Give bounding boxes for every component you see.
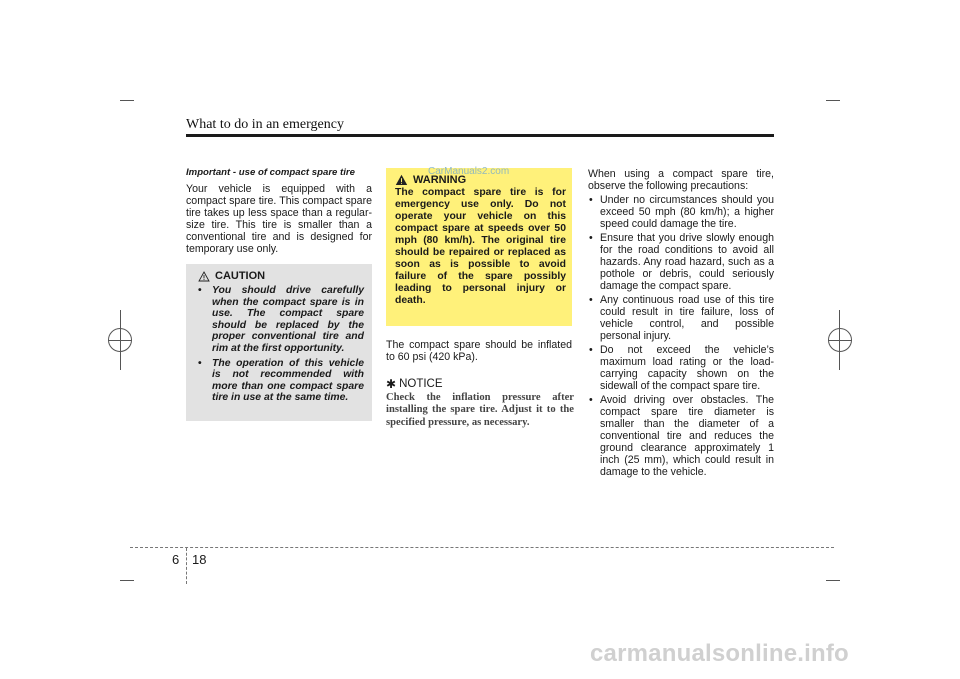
precaution-item: • Avoid driving over obstacles. The compact spare tire diameter is smaller than the diameter of a conventional tire and reduces the ground clearance approximately 1 inch (25 mm), which could result in damage to the vehicle. bbox=[588, 394, 774, 478]
left-column bbox=[186, 167, 372, 255]
caution-heading bbox=[198, 270, 364, 282]
crop-mark bbox=[120, 580, 134, 581]
warning-triangle-outline-icon bbox=[198, 271, 210, 282]
warning-box bbox=[386, 168, 572, 326]
page-number: 18 bbox=[192, 552, 207, 567]
caution-title: CAUTION bbox=[215, 270, 266, 282]
header-rule bbox=[186, 134, 774, 137]
registration-mark bbox=[108, 328, 132, 352]
precautions-list bbox=[588, 194, 774, 478]
precautions-intro: When using a compact spare tire, observe the following precautions: bbox=[588, 168, 774, 192]
crop-mark bbox=[120, 100, 134, 101]
precaution-item: • Ensure that you drive slowly enough for the road conditions to avoid all hazards. Any road hazard, such as a pothole or debris, could seriously damage the compact spare. bbox=[588, 232, 774, 292]
body-paragraph: Your vehicle is equipped with a compact spare tire. This compact spare tire takes up less space than a regular-size tire. This tire is smaller than a conventional tire and is designed for temporary use only. bbox=[186, 183, 372, 255]
registration-mark bbox=[828, 328, 852, 352]
crop-mark bbox=[826, 580, 840, 581]
footer-rule bbox=[130, 547, 834, 548]
warning-title: WARNING bbox=[413, 174, 467, 186]
caution-box bbox=[186, 264, 372, 421]
notice-text: Check the inflation pressure after installing the spare tire. Adjust it to the specified pressure, as necessary. bbox=[386, 392, 574, 428]
crop-mark bbox=[826, 100, 840, 101]
precaution-item: • Under no circumstances should you exceed 50 mph (80 km/h); a higher speed could damage the tire. bbox=[588, 194, 774, 230]
caution-item: • You should drive carefully when the compact spare is in use. The compact spare should be replaced by the proper conventional tire and rim at the first opportunity. bbox=[194, 285, 364, 355]
watermark-bottom: carmanualsonline.info bbox=[590, 640, 849, 667]
chapter-number: 6 bbox=[172, 552, 180, 567]
section-subheading: Important - use of compact spare tire bbox=[186, 167, 355, 178]
warning-text: The compact spare tire is for emergency use only. Do not operate your vehicle on this compact spare at speeds over 50 mph (80 km/h). The original tire should be repaired or replaced as soon as is possible to avoid failure of the spare possibly leading to personal injury or death. bbox=[395, 187, 566, 306]
caution-item: • The operation of this vehicle is not recommended with more than one compact spare tire in use at the same time. bbox=[194, 358, 364, 404]
precaution-item: • Do not exceed the vehicle’s maximum load rating or the load-carrying capacity shown on the sidewall of the compact spare tire. bbox=[588, 344, 774, 392]
notice-heading bbox=[386, 377, 443, 391]
asterisk-star-icon: ✱ bbox=[386, 377, 397, 391]
notice-title: NOTICE bbox=[399, 378, 443, 390]
precaution-item: • Any continuous road use of this tire could result in tire failure, loss of vehicle control, and possible personal injury. bbox=[588, 294, 774, 342]
watermark-top: CarManuals2.com bbox=[428, 166, 510, 177]
caution-list bbox=[194, 285, 364, 404]
warning-triangle-filled-icon bbox=[395, 174, 408, 186]
page-title: What to do in an emergency bbox=[186, 117, 344, 132]
right-column bbox=[588, 168, 774, 480]
pressure-paragraph: The compact spare should be inflated to 60 psi (420 kPa). bbox=[386, 339, 572, 363]
footer-divider bbox=[186, 548, 187, 584]
